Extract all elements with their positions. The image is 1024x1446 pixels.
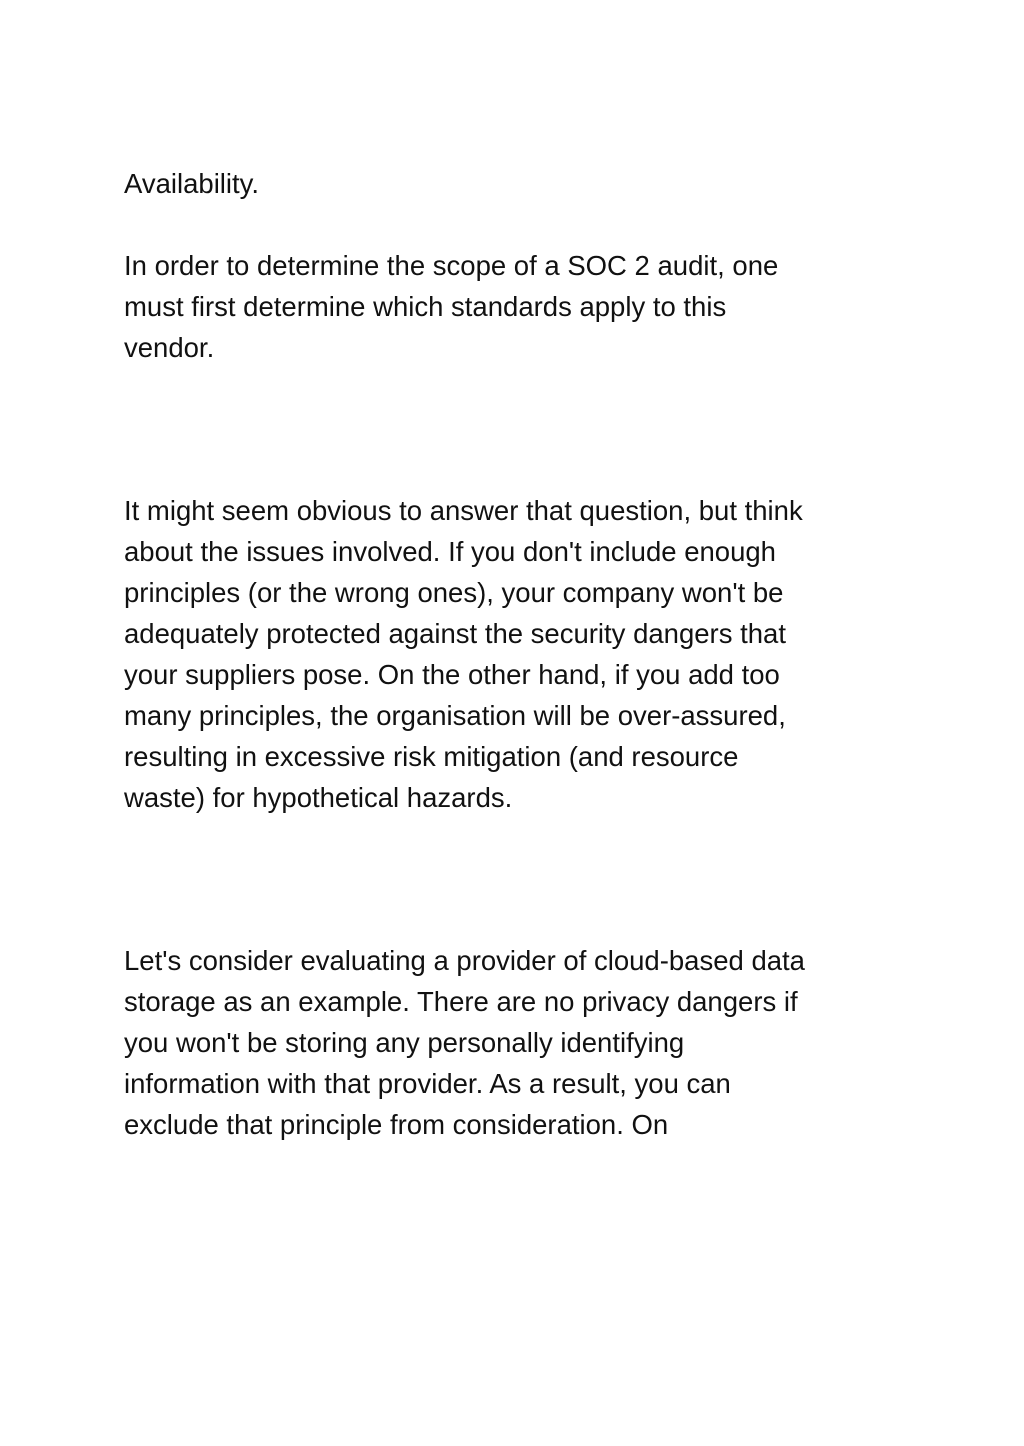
paragraph-soc2-scope: In order to determine the scope of a SOC 2 audit, one must first determine which standards apply to this vendor. [124,250,779,363]
paragraph-principles-issues: It might seem obvious to answer that question, but think about the issues involved. If you don't include enough principles (or the wrong ones), your company won't be adequately protected against the security dangers that your suppliers pose. On the other hand, if you add too many principles, the organisation will be over-assured, resulting in excessive risk mitigation (and resource waste) for hypothetical hazards. [124,495,803,813]
paragraph-cloud-storage-example: Let's consider evaluating a provider of cloud-based data storage as an example. There are no privacy dangers if you won't be storing any personally identifying information with that provider. As a result, you can exclude that principle from consideration. On [124,945,805,1140]
paragraph-availability: Availability. [124,168,260,199]
